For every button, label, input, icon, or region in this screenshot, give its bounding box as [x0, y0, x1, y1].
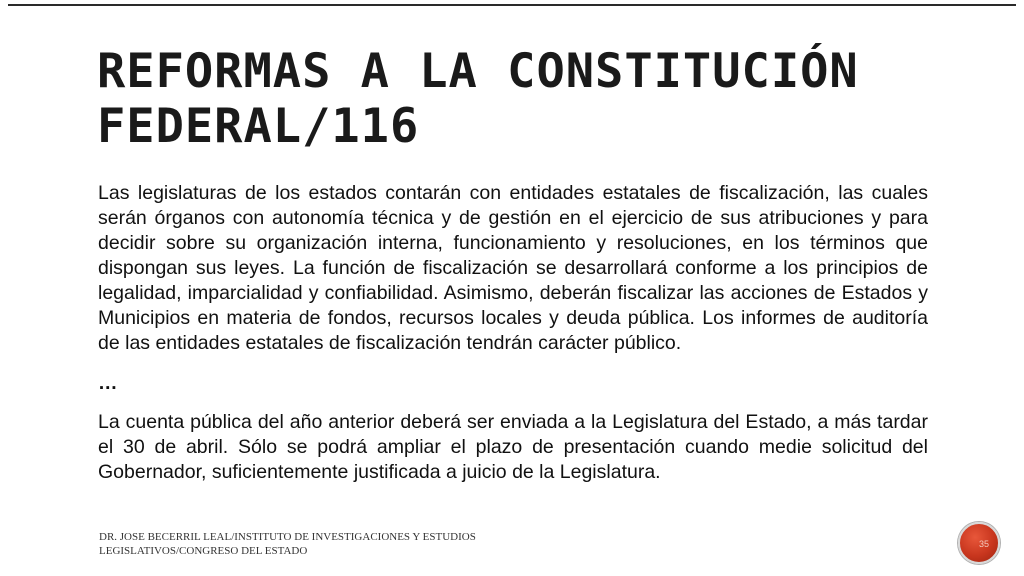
footer-line-2: LEGISLATIVOS/CONGRESO DEL ESTADO — [99, 545, 308, 557]
footer-line-1: DR. JOSE BECERRIL LEAL/INSTITUTO DE INVESTIGACIONES Y ESTUDIOS — [99, 531, 476, 543]
body-paragraph-2: La cuenta pública del año anterior deberá ser enviada a la Legislatura del Estado, a más tardar el 30 de abril. Sólo se podrá ampliar el plazo de presentación cuando medie solicitud del Gobernador, suficientemente justificada a juicio de la Legislatura. — [98, 411, 928, 483]
slide-footer — [99, 530, 579, 558]
body-ellipsis: … — [98, 372, 118, 394]
top-divider — [8, 4, 1016, 6]
slide-title — [97, 44, 927, 154]
slide-body — [98, 181, 928, 485]
slide-title-line-2: FEDERAL/116 — [97, 99, 420, 154]
slide-title-line-1: REFORMAS A LA CONSTITUCIÓN — [97, 44, 859, 99]
page-number: 35 — [978, 539, 989, 549]
body-paragraph-1: Las legislaturas de los estados contarán con entidades estatales de fiscalización, las cuales serán órganos con autonomía técnica y de gestión en el ejercicio de sus atribuciones y para decidir sobre su organización interna, funcionamiento y resoluciones, en los términos que dispongan sus leyes. La función de fiscalización se desarrollará conforme a los principios de legalidad, imparcialidad y confiabilidad. Asimismo, deberán fiscalizar las acciones de Estados y Municipios en materia de fondos, recursos locales y deuda pública. Los informes de auditoría de las entidades estatales de fiscalización tendrán carácter público. — [98, 182, 928, 354]
page-number-badge — [958, 522, 1000, 564]
